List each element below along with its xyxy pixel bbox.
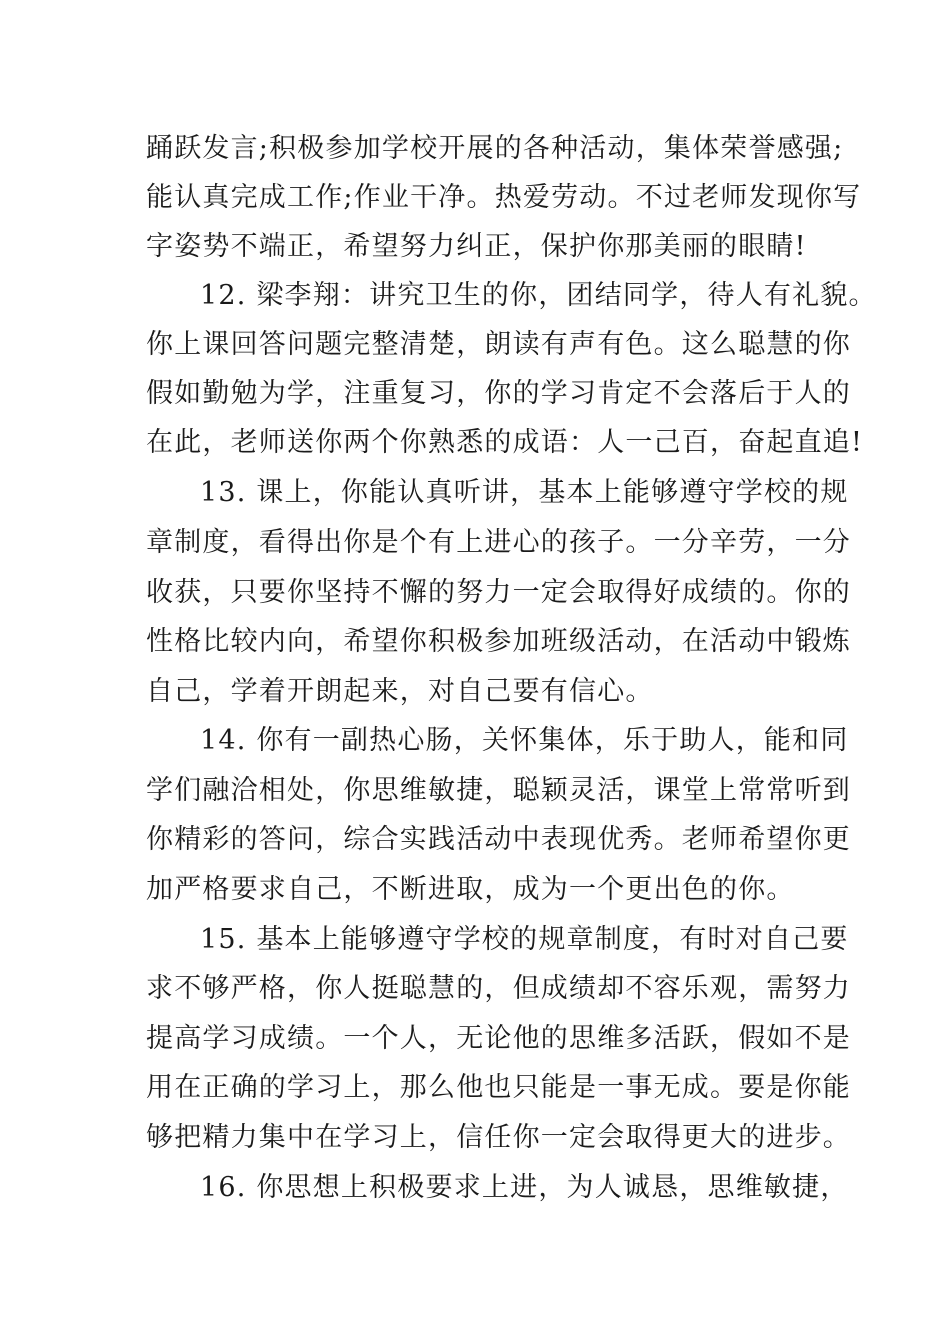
text-line: 自己，学着开朗起来，对自己要有信心。 bbox=[146, 676, 654, 707]
text-line: 学们融洽相处，你思维敏捷，聪颖灵活，课堂上常常听到 bbox=[146, 775, 851, 806]
text-line: 能认真完成工作;作业干净。热爱劳动。不过老师发现你写 bbox=[146, 182, 862, 213]
text-line: 字姿势不端正，希望努力纠正，保护你那美丽的眼睛! bbox=[146, 231, 807, 262]
paragraph-13-start: 13. 课上，你能认真听讲，基本上能够遵守学校的规 bbox=[200, 477, 849, 508]
text-line: 假如勤勉为学，注重复习，你的学习肯定不会落后于人的 bbox=[146, 378, 851, 409]
text-line: 踊跃发言;积极参加学校开展的各种活动，集体荣誉感强; bbox=[146, 133, 844, 164]
text-line: 提高学习成绩。一个人，无论他的思维多活跃，假如不是 bbox=[146, 1023, 851, 1054]
paragraph-16-start: 16. 你思想上积极要求上进，为人诚恳，思维敏捷， bbox=[200, 1172, 849, 1203]
text-line: 在此，老师送你两个你熟悉的成语：人一己百，奋起直追! bbox=[146, 427, 864, 458]
paragraph-15-start: 15. 基本上能够遵守学校的规章制度，有时对自己要 bbox=[200, 924, 849, 955]
text-line: 性格比较内向，希望你积极参加班级活动，在活动中锻炼 bbox=[146, 626, 851, 657]
paragraph-14-start: 14. 你有一副热心肠，关怀集体，乐于助人，能和同 bbox=[200, 725, 849, 756]
paragraph-12-start: 12. 梁李翔：讲究卫生的你，团结同学，待人有礼貌。 bbox=[200, 280, 877, 311]
text-line: 你上课回答问题完整清楚，朗读有声有色。这么聪慧的你 bbox=[146, 329, 851, 360]
text-line: 你精彩的答问，综合实践活动中表现优秀。老师希望你更 bbox=[146, 824, 851, 855]
text-line: 加严格要求自己，不断进取，成为一个更出色的你。 bbox=[146, 874, 795, 905]
text-line: 收获，只要你坚持不懈的努力一定会取得好成绩的。你的 bbox=[146, 577, 851, 608]
text-line: 用在正确的学习上，那么他也只能是一事无成。要是你能 bbox=[146, 1072, 851, 1103]
text-line: 章制度，看得出你是个有上进心的孩子。一分辛劳，一分 bbox=[146, 527, 851, 558]
text-line: 够把精力集中在学习上，信任你一定会取得更大的进步。 bbox=[146, 1122, 851, 1153]
text-line: 求不够严格，你人挺聪慧的，但成绩却不容乐观，需努力 bbox=[146, 973, 851, 1004]
